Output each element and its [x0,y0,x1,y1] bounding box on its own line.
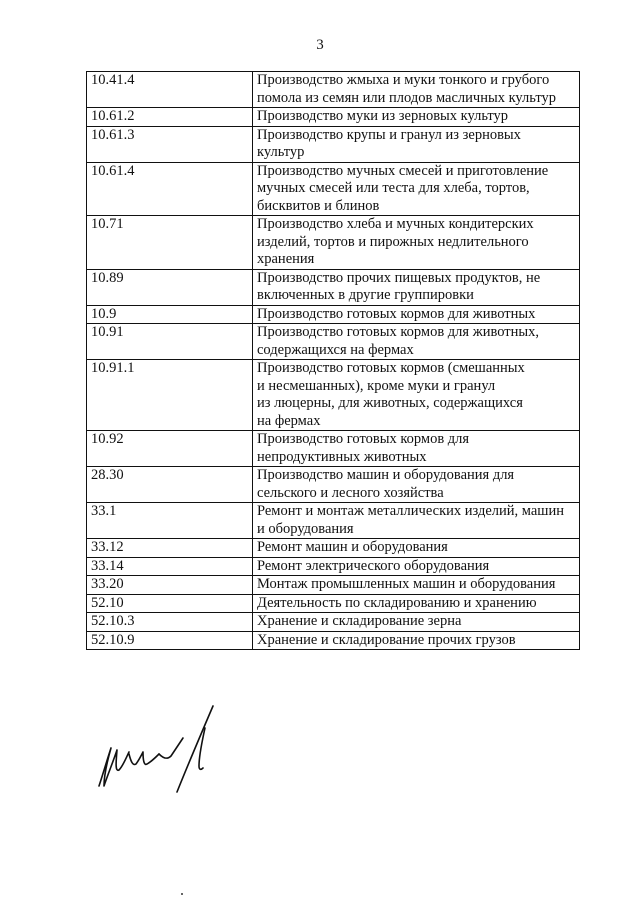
table-row [87,467,580,503]
scan-dot [181,893,183,895]
activity-code: 33.12 [87,539,253,558]
activity-code: 52.10.3 [87,613,253,632]
table-row [87,269,580,305]
table-row [87,594,580,613]
signature-icon [95,700,225,800]
table-row [87,539,580,558]
activity-code: 52.10.9 [87,631,253,650]
table-row [87,503,580,539]
activity-description: Монтаж промышленных машин и оборудования [253,576,580,595]
activity-code: 10.92 [87,431,253,467]
table-row [87,126,580,162]
table-row [87,216,580,270]
table-body [87,72,580,650]
table-row [87,431,580,467]
activity-description: Производство готовых кормов (смешанных и несмешанных), кроме муки и гранул из люцерны, для животных, содержащихся на фермах [253,360,580,431]
activity-code: 33.20 [87,576,253,595]
table-row [87,360,580,431]
activity-description: Производство прочих пищевых продуктов, не включенных в другие группировки [253,269,580,305]
activity-description: Производство готовых кормов для животных [253,305,580,324]
table-row [87,108,580,127]
activity-code: 10.61.3 [87,126,253,162]
activity-description: Производство жмыха и муки тонкого и грубого помола из семян или плодов масличных культур [253,72,580,108]
activity-description: Деятельность по складированию и хранению [253,594,580,613]
table-row [87,324,580,360]
activity-code: 52.10 [87,594,253,613]
activity-code: 33.14 [87,557,253,576]
table-row [87,72,580,108]
table-row [87,613,580,632]
activity-description: Производство хлеба и мучных кондитерских изделий, тортов и пирожных недлительного хранения [253,216,580,270]
activity-code: 28.30 [87,467,253,503]
page-number: 3 [316,37,324,53]
table-row [87,557,580,576]
activity-description: Производство готовых кормов для непродуктивных животных [253,431,580,467]
activity-code: 10.9 [87,305,253,324]
activity-description: Ремонт и монтаж металлических изделий, машин и оборудования [253,503,580,539]
activity-code: 10.89 [87,269,253,305]
activity-description: Производство крупы и гранул из зерновых культур [253,126,580,162]
activity-code: 10.91.1 [87,360,253,431]
activity-description: Производство машин и оборудования для сельского и лесного хозяйства [253,467,580,503]
table-row [87,631,580,650]
activity-codes-table [86,71,580,650]
table-row [87,576,580,595]
activity-code: 10.71 [87,216,253,270]
activity-description: Производство готовых кормов для животных, содержащихся на фермах [253,324,580,360]
activity-code: 33.1 [87,503,253,539]
activity-code: 10.61.2 [87,108,253,127]
activity-code: 10.41.4 [87,72,253,108]
table-row [87,162,580,216]
table-row [87,305,580,324]
activity-description: Ремонт машин и оборудования [253,539,580,558]
activity-description: Ремонт электрического оборудования [253,557,580,576]
activity-code: 10.91 [87,324,253,360]
activity-description: Хранение и складирование зерна [253,613,580,632]
activity-code: 10.61.4 [87,162,253,216]
activity-description: Производство муки из зерновых культур [253,108,580,127]
activity-description: Хранение и складирование прочих грузов [253,631,580,650]
activity-description: Производство мучных смесей и приготовление мучных смесей или теста для хлеба, тортов, бисквитов и блинов [253,162,580,216]
